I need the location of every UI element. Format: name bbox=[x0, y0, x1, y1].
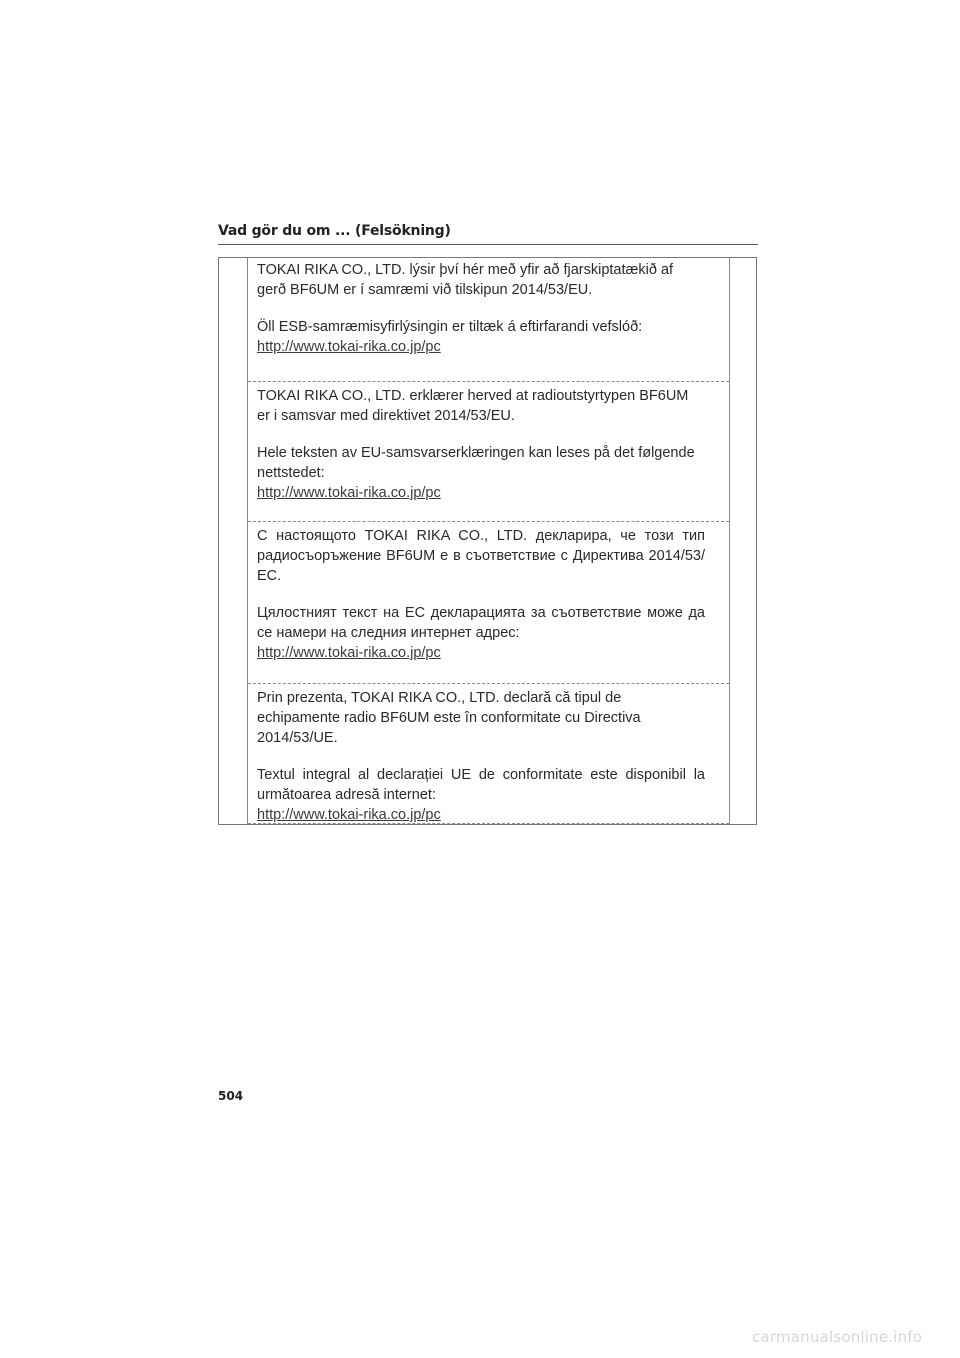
watermark: carmanualsonline.info bbox=[752, 1328, 923, 1346]
declaration-link[interactable]: http://www.tokai-rika.co.jp/pc bbox=[257, 485, 441, 501]
declaration-availability: Öll ESB-samræmisyfirlýsingin er tiltæk á eftirfarandi vefslóð: bbox=[257, 319, 643, 335]
declaration-availability: Цялостният текст на ЕС декларацията за съответствие може да се намери на следния интернет адрес: bbox=[257, 605, 705, 641]
declaration-availability: Textul integral al declarației UE de conformitate este disponibil la următoarea adresă internet: bbox=[257, 767, 705, 803]
table-bottom-divider bbox=[248, 823, 729, 824]
page-number: 504 bbox=[218, 1089, 244, 1103]
declaration-link[interactable]: http://www.tokai-rika.co.jp/pc bbox=[257, 645, 441, 661]
declaration-statement: С настоящото TOKAI RIKA CO., LTD. декларира, че този тип радиосъоръжение BF6UM е в съответствие с Директива 2014/53/ЕС. bbox=[257, 528, 705, 584]
page-title: Vad gör du om ... (Felsökning) bbox=[218, 223, 451, 239]
declaration-link[interactable]: http://www.tokai-rika.co.jp/pc bbox=[257, 339, 441, 355]
declaration-statement: TOKAI RIKA CO., LTD. lýsir því hér með yfir að fjarskiptatækið af gerð BF6UM er í samræmi við tilskipun 2014/53/EU. bbox=[257, 262, 674, 298]
declaration-link[interactable]: http://www.tokai-rika.co.jp/pc bbox=[257, 807, 441, 823]
declaration-content-column bbox=[247, 258, 730, 824]
declaration-availability: Hele teksten av EU-samsvarserklæringen kan leses på det følgende nettstedet: bbox=[257, 445, 695, 481]
declaration-table bbox=[218, 257, 757, 825]
declaration-statement: Prin prezenta, TOKAI RIKA CO., LTD. declară că tipul de echipamente radio BF6UM este în conformitate cu Directiva 2014/53/UE. bbox=[257, 690, 641, 746]
declaration-statement: TOKAI RIKA CO., LTD. erklærer herved at radioutstyrtypen BF6UM er i samsvar med direktivet 2014/53/EU. bbox=[257, 388, 689, 424]
declaration-section-icelandic bbox=[248, 260, 729, 383]
declaration-section-bulgarian bbox=[248, 521, 729, 683]
page-header bbox=[218, 222, 758, 245]
declaration-section-norwegian bbox=[248, 381, 729, 521]
declaration-section-romanian bbox=[248, 683, 729, 824]
